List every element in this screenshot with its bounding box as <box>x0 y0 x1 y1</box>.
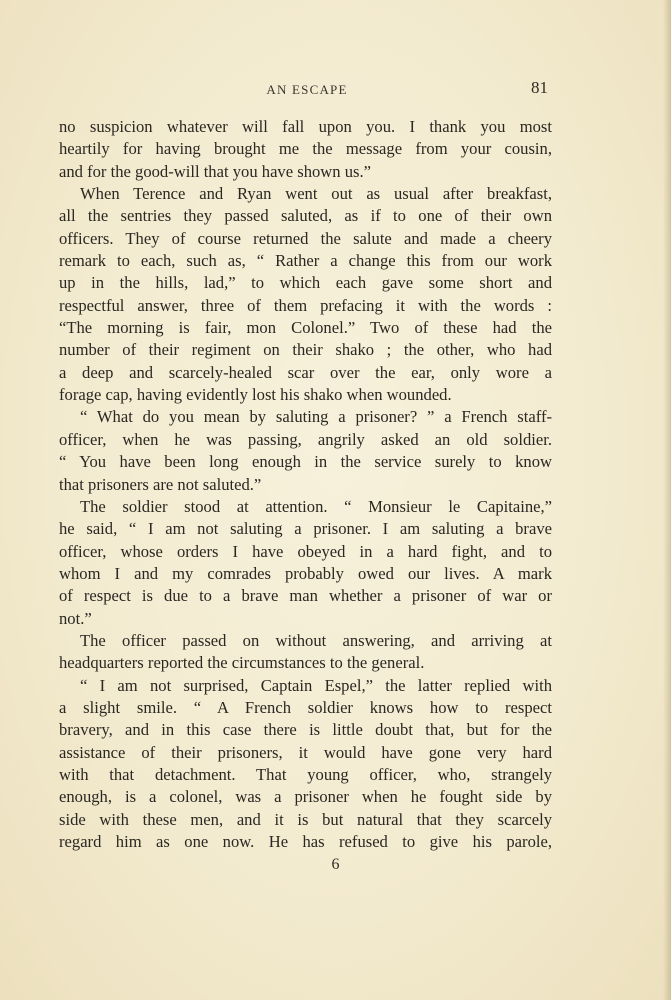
text-line: no suspicion whatever will fall upon you. I thank you most <box>59 117 552 136</box>
signature-mark: 6 <box>331 856 340 873</box>
running-head: AN ESCAPE <box>266 82 348 97</box>
body-text <box>59 116 552 853</box>
text-line: and for the good-will that you have shown us.” <box>59 161 371 181</box>
text-line: that prisoners are not saluted.” <box>59 474 262 494</box>
text-line: a slight smile. “ A French soldier knows how to respect <box>59 697 552 717</box>
text-line: officers. They of course returned the salute and made a cheery <box>59 228 552 248</box>
text-line: not.” <box>59 608 92 628</box>
page-edge-shadow <box>663 0 671 1000</box>
text-line: number of their regiment on their shako ; the other, who had <box>59 340 552 360</box>
text-line: up in the hills, lad,” to which each gave some short and <box>59 273 552 293</box>
text-line: The soldier stood at attention. “ Monsieur le Capitaine,” <box>80 496 552 516</box>
text-line: The officer passed on without answering, and arriving at <box>80 630 552 650</box>
page-number: 81 <box>531 78 548 97</box>
page-header <box>60 78 554 104</box>
text-line: officer, whose orders I have obeyed in a hard fight, and to <box>59 541 552 561</box>
text-line: all the sentries they passed saluted, as if to one of their own <box>59 206 552 226</box>
text-line: “ What do you mean by saluting a prisoner? ” a French staff- <box>80 407 552 427</box>
text-line: respectful answer, three of them prefacing it with the words : <box>59 295 552 315</box>
text-line: When Terence and Ryan went out as usual after breakfast, <box>80 184 552 204</box>
text-line: of respect is due to a brave man whether a prisoner of war or <box>59 586 552 606</box>
text-line: side with these men, and it is but natural that they scarcely <box>59 809 552 829</box>
text-line: assistance of their prisoners, it would have gone very hard <box>59 742 552 762</box>
text-line: remark to each, such as, “ Rather a change this from our work <box>59 251 552 271</box>
text-line: forage cap, having evidently lost his shako when wounded. <box>59 385 452 405</box>
text-line: “ I am not surprised, Captain Espel,” the latter replied with <box>80 675 552 695</box>
text-line: bravery, and in this case there is little doubt that, but for the <box>59 720 552 740</box>
text-line: regard him as one now. He has refused to give his parole, <box>59 832 552 851</box>
text-line: he said, “ I am not saluting a prisoner. I am saluting a brave <box>59 519 552 539</box>
text-line: “The morning is fair, mon Colonel.” Two of these had the <box>59 318 552 338</box>
text-line: “ You have been long enough in the service surely to know <box>59 452 552 472</box>
text-line: officer, when he was passing, angrily asked an old soldier. <box>59 429 552 449</box>
text-line: a deep and scarcely-healed scar over the ear, only wore a <box>59 362 552 382</box>
text-line: whom I and my comrades probably owed our lives. A mark <box>59 563 552 583</box>
text-line: with that detachment. That young officer, who, strangely <box>59 764 552 784</box>
text-line: headquarters reported the circumstances to the general. <box>59 653 425 673</box>
text-line: heartily for having brought me the message from your cousin, <box>59 139 552 159</box>
text-line: enough, is a colonel, was a prisoner when he fought side by <box>59 787 552 807</box>
